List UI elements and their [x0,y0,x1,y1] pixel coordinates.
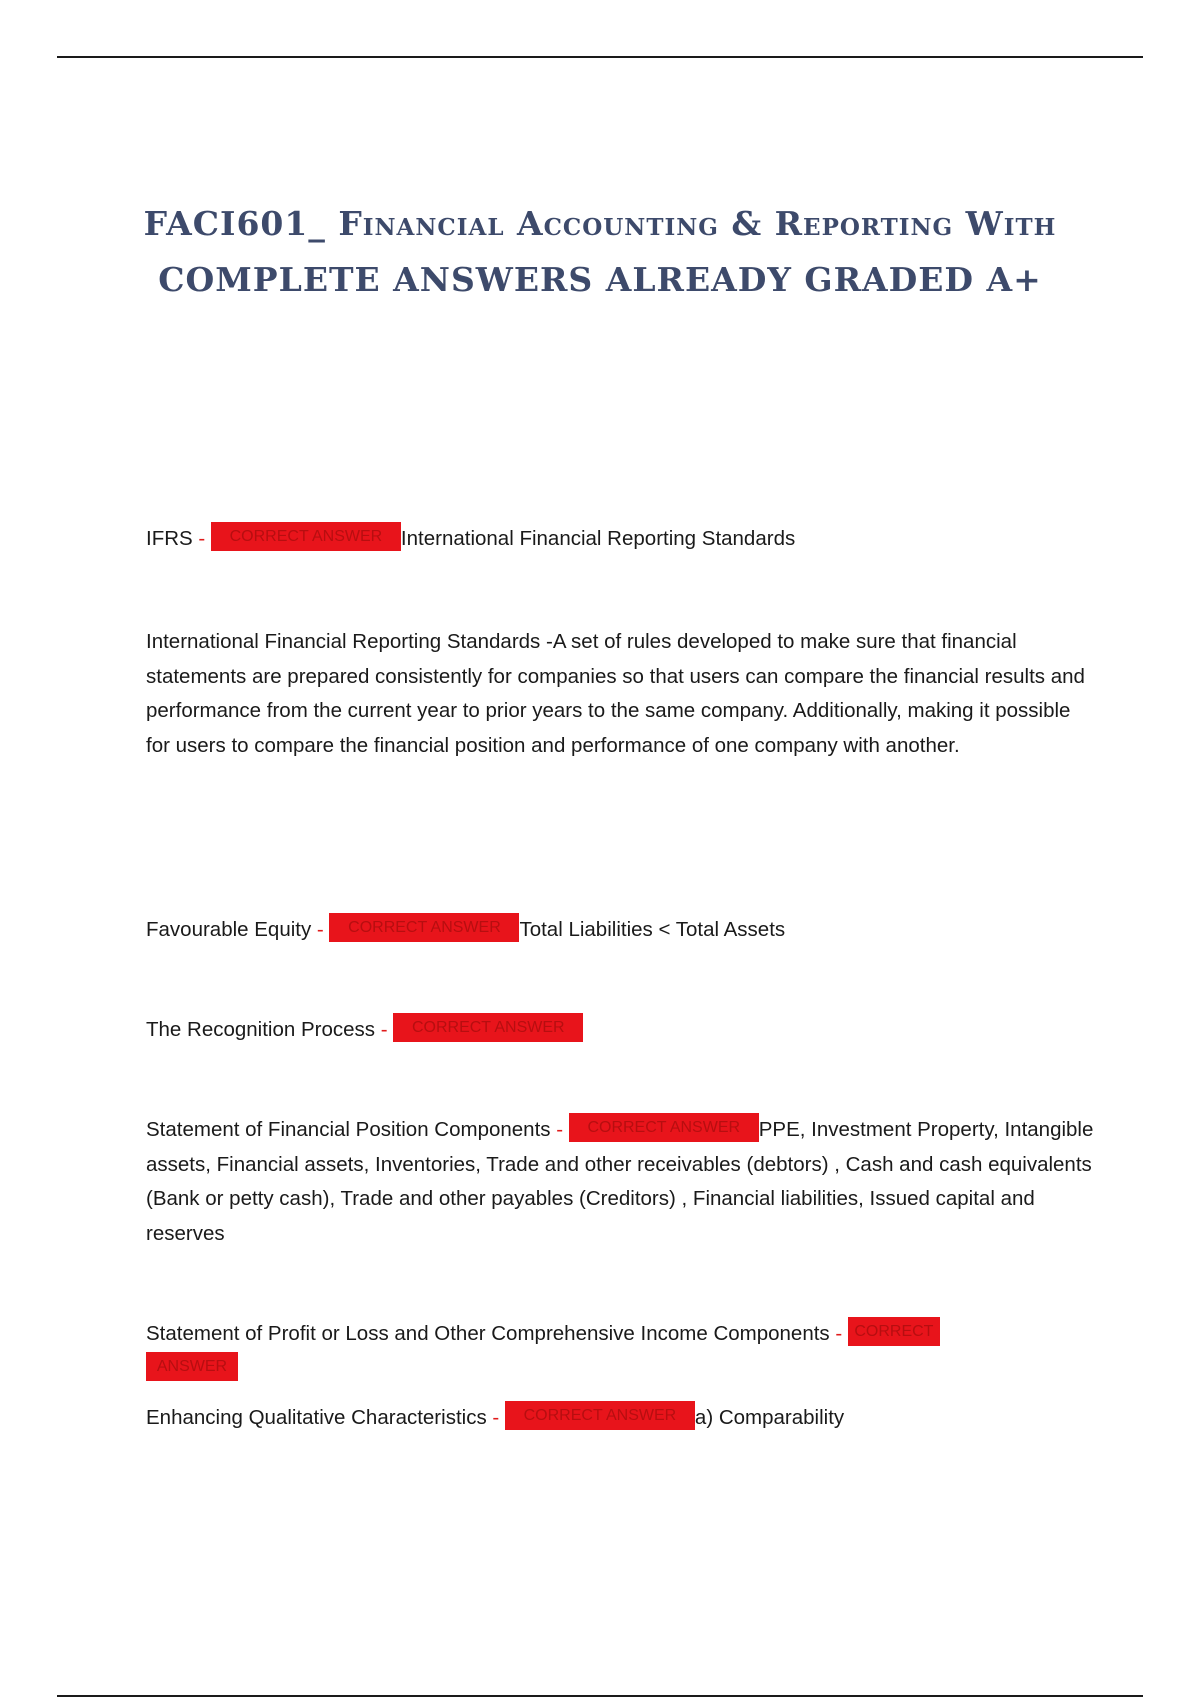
redacted-answer-label: CORRECT ANSWER [393,1013,583,1042]
answer: Total Liabilities < Total Assets [519,918,786,941]
separator: - [375,1018,394,1041]
term: Enhancing Qualitative Characteristics [146,1406,487,1429]
separator: - [486,1406,505,1429]
term: Statement of Profit or Loss and Other Comprehensive Income Components [146,1322,830,1345]
term: Favourable Equity [146,918,312,941]
header-rule [57,56,1143,58]
answer: PPE, Investment Property, Intangible assets, Financial assets, Inventories, Trade and other receivables (debtors) , Cash and cash equivalents (Bank or petty cash), Trade and other payables (Creditors) , Financial liabilities, Issued capital and reserves [146,1118,1094,1245]
separator: - [829,1322,848,1345]
redacted-answer-label-part-1: CORRECT [848,1317,940,1346]
answer: International Financial Reporting Standards [400,527,796,550]
flashcard-profit-or-loss-components [146,1317,1096,1386]
redacted-answer-label-part-2: ANSWER [146,1352,238,1381]
redacted-answer-label: CORRECT ANSWER [329,913,519,942]
separator: - [311,918,330,941]
term: The Recognition Process [146,1018,376,1041]
flashcard-favourable-equity [146,913,1096,948]
flashcard-financial-position-components [146,1113,1096,1251]
answer: a) Comparability [694,1406,845,1429]
footer-rule [57,1695,1143,1697]
paragraph-ifrs-definition [146,625,1096,763]
separator: - [550,1118,569,1141]
document-title [100,196,1100,308]
paragraph-text: International Financial Reporting Standards -A set of rules developed to make sure that financial statements are prepared consistently for companies so that users can compare the financial results and performance from the current year to prior years to the same company. Additionally, making it possible for users to compare the financial position and performance of one company with another. [146,630,1085,757]
redacted-answer-label: CORRECT ANSWER [569,1113,759,1142]
flashcard-recognition-process [146,1013,1096,1048]
flashcard-enhancing-qualitative-characteristics [146,1401,1096,1436]
term: IFRS [146,527,193,550]
separator: - [192,527,211,550]
term: Statement of Financial Position Components [146,1118,551,1141]
title-line-1: FACI601_ Financial Accounting & Reporting With [143,204,1057,243]
redacted-answer-label: CORRECT ANSWER [211,522,401,551]
title-line-2: COMPLETE ANSWERS ALREADY GRADED A+ [158,260,1042,299]
redacted-answer-label: CORRECT ANSWER [505,1401,695,1430]
flashcard-ifrs [146,522,1096,557]
